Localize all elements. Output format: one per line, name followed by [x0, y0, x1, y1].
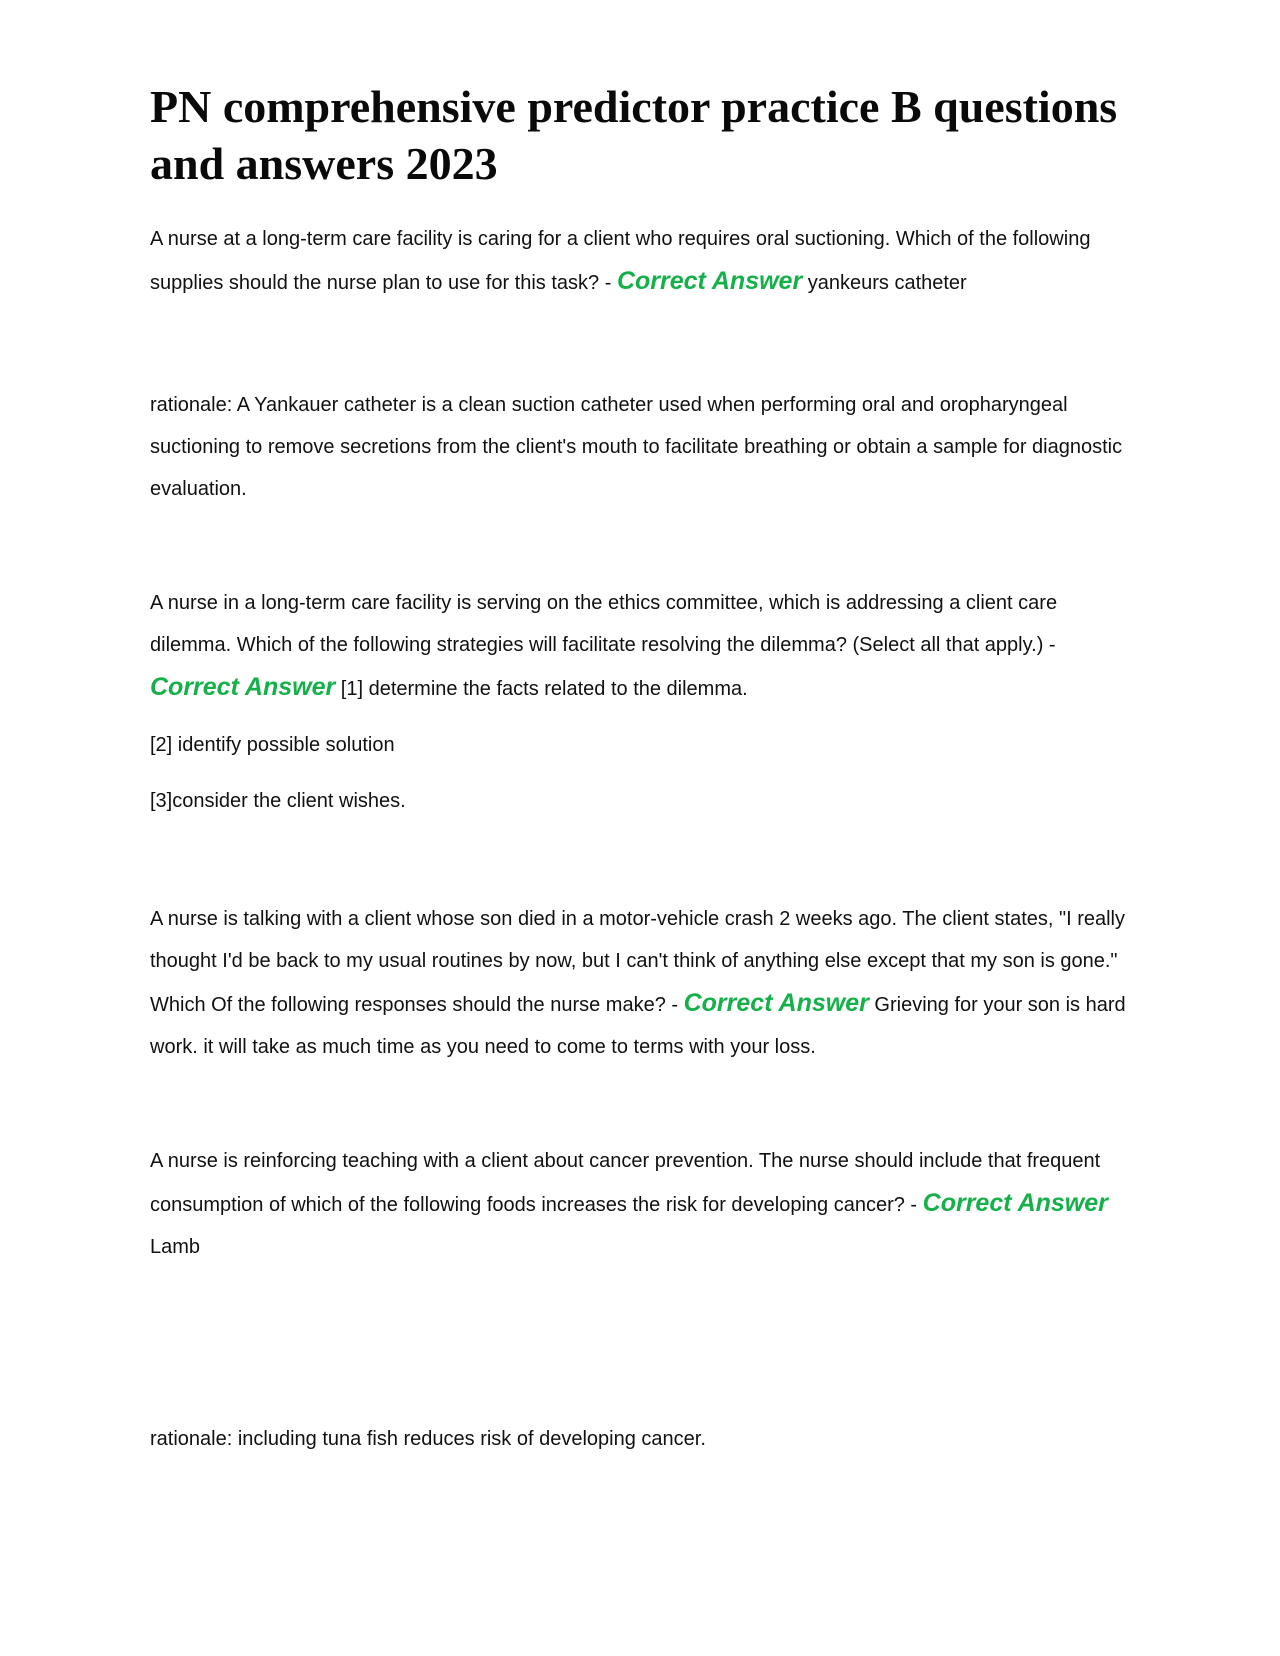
question-3-text: A nurse is talking with a client whose son died in a motor-vehicle crash 2 weeks ago. The client states, "I really thought I'd be back to my usual routines by now, but I can't think of anything else except that my son is gone." Which Of the following responses should the nurse make? - [150, 908, 1125, 1016]
question-4-rationale: rationale: including tuna fish reduces risk of developing cancer. [150, 1428, 706, 1450]
correct-answer-label: Correct Answer [683, 989, 869, 1017]
question-1-rationale: rationale: A Yankauer catheter is a clean suction catheter used when performing oral and oropharyngeal suctioning to remove secretions from the client's mouth to facilitate breathing or obtain a sample for diagnostic evaluation. [150, 394, 1123, 500]
question-1-answer: yankeurs catheter [802, 272, 967, 294]
question-4 [150, 1140, 1140, 1268]
correct-answer-label: Correct Answer [616, 267, 803, 295]
spacer [150, 510, 1140, 582]
question-1 [150, 218, 1140, 304]
question-1-text: A nurse at a long-term care facility is caring for a client who requires oral suctioning. Which of the following supplies should the nurse plan to use for this task? - [150, 228, 1091, 294]
correct-answer-label: Correct Answer [922, 1189, 1108, 1217]
spacer [150, 304, 1140, 384]
spacer [150, 1068, 1140, 1140]
question-3 [150, 898, 1140, 1068]
question-2-text: A nurse in a long-term care facility is serving on the ethics committee, which is addressing a client care dilemma. Which of the following strategies will facilitate resolving the dilemma? (Select all that apply.) - [150, 592, 1058, 656]
question-2-answer-1: [1] determine the facts related to the dilemma. [335, 678, 748, 700]
spacer [150, 1268, 1140, 1418]
question-2-answer-3: [3]consider the client wishes. [150, 790, 406, 812]
document-title: PN comprehensive predictor practice B questions and answers 2023 [150, 81, 1118, 189]
question-3-answer: Grieving for your son is hard work. it will take as much time as you need to come to terms with your loss. [150, 994, 1126, 1058]
document-page [150, 78, 1140, 1460]
spacer [150, 822, 1140, 898]
question-4-answer: Lamb [150, 1236, 201, 1258]
question-2-answer-2: [2] identify possible solution [150, 734, 395, 756]
correct-answer-label: Correct Answer [150, 673, 336, 701]
question-2 [150, 582, 1140, 710]
question-4-text: A nurse is reinforcing teaching with a client about cancer prevention. The nurse should include that frequent consumption of which of the following foods increases the risk for developing cancer? - [150, 1150, 1101, 1216]
